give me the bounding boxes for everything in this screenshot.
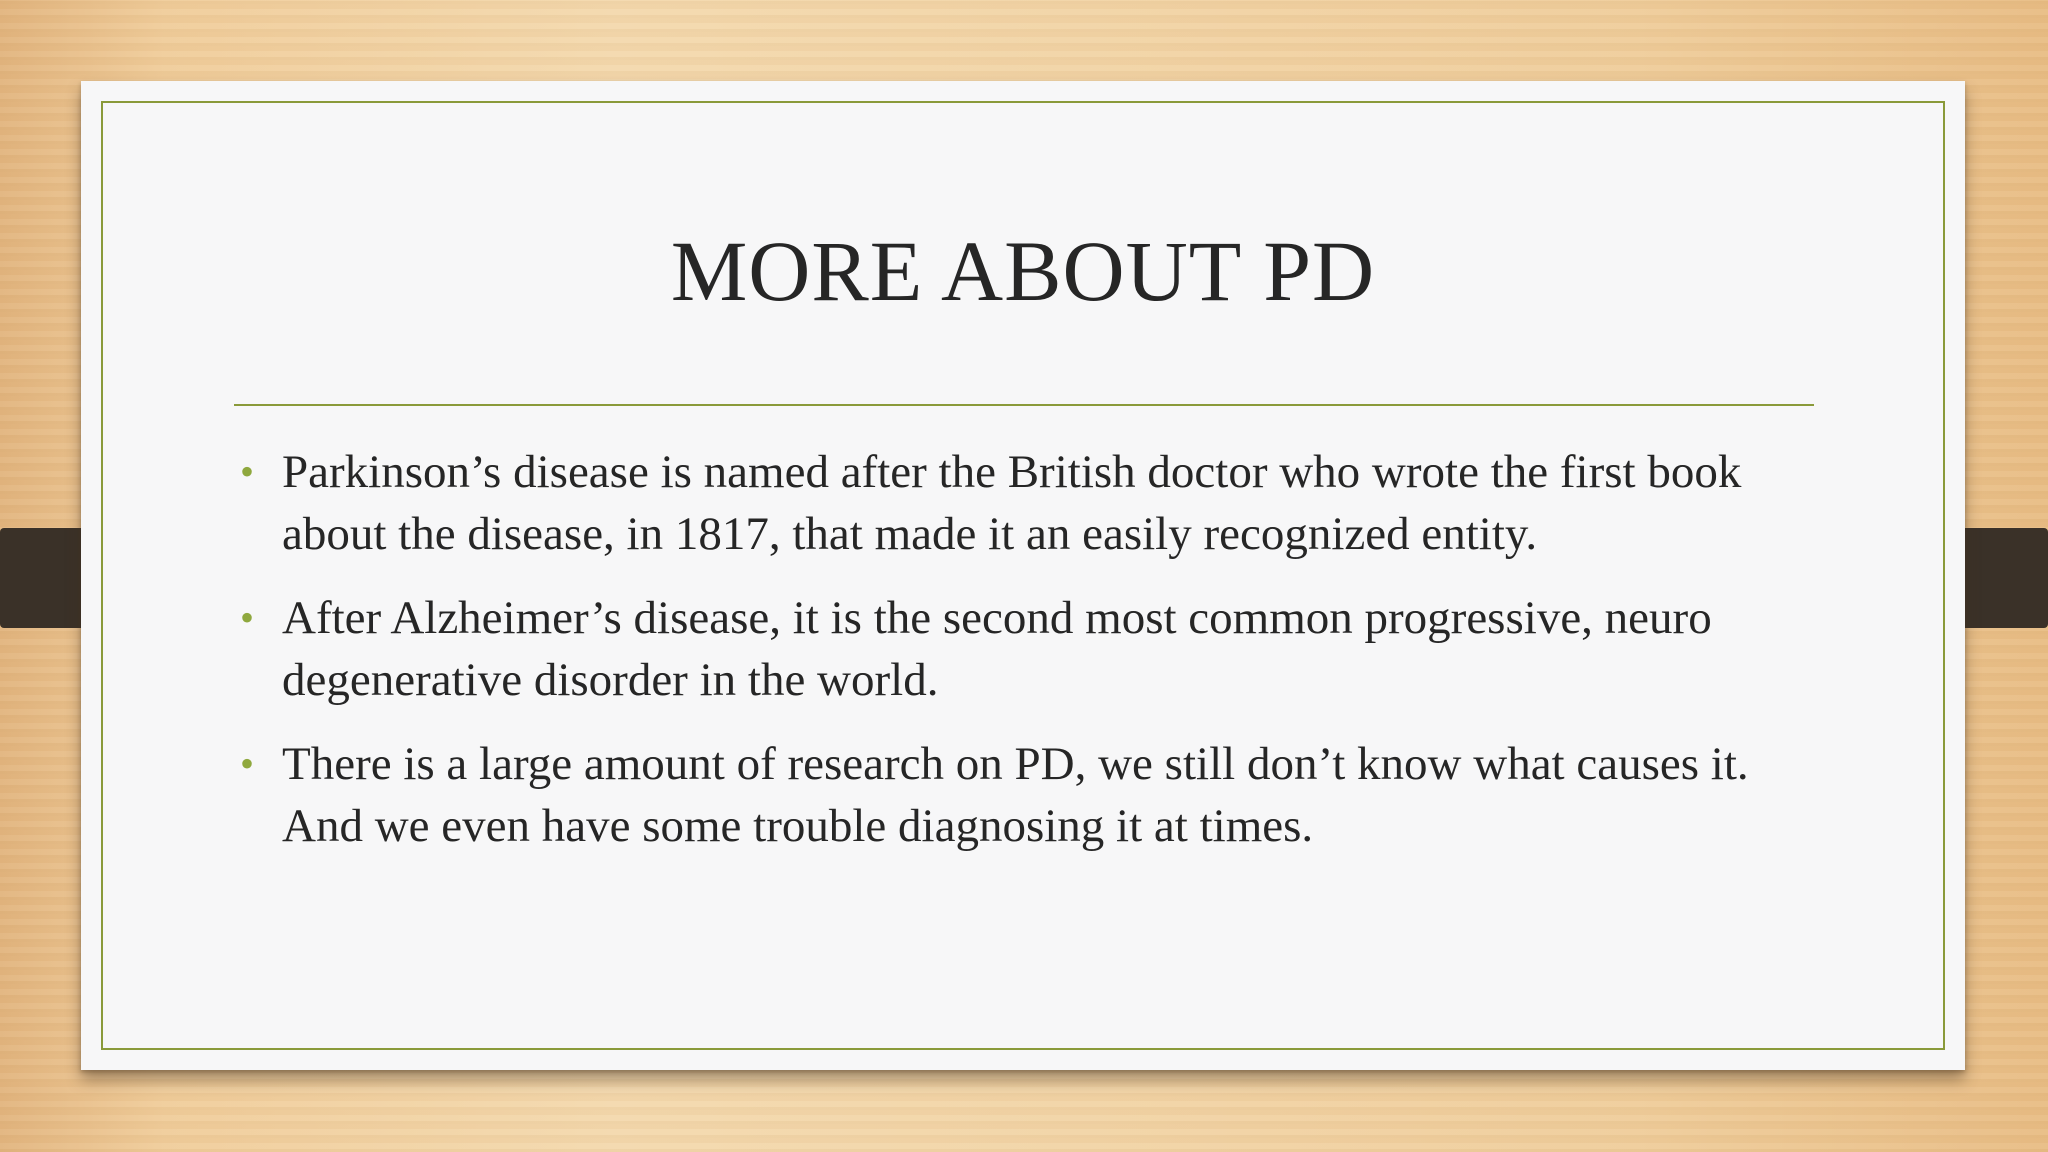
bullet-text: There is a large amount of research on PD, we still don’t know what causes it. And we even have some trouble diagnosing it at times. bbox=[282, 738, 1749, 852]
bullet-list bbox=[234, 441, 1834, 879]
bullet-item bbox=[234, 733, 1834, 857]
title-divider bbox=[234, 404, 1814, 406]
bullet-text: Parkinson’s disease is named after the British doctor who wrote the first book about the disease, in 1817, that made it an easily recognized entity. bbox=[282, 446, 1742, 560]
bullet-item bbox=[234, 587, 1834, 711]
bullet-item bbox=[234, 441, 1834, 565]
bullet-dot-icon: • bbox=[240, 595, 255, 640]
bullet-text: After Alzheimer’s disease, it is the second most common progressive, neuro degenerative disorder in the world. bbox=[282, 592, 1712, 706]
bullet-dot-icon: • bbox=[240, 741, 255, 786]
slide-card bbox=[81, 81, 1965, 1070]
slide-title: MORE ABOUT PD bbox=[670, 223, 1376, 319]
bullet-dot-icon: • bbox=[240, 449, 255, 494]
